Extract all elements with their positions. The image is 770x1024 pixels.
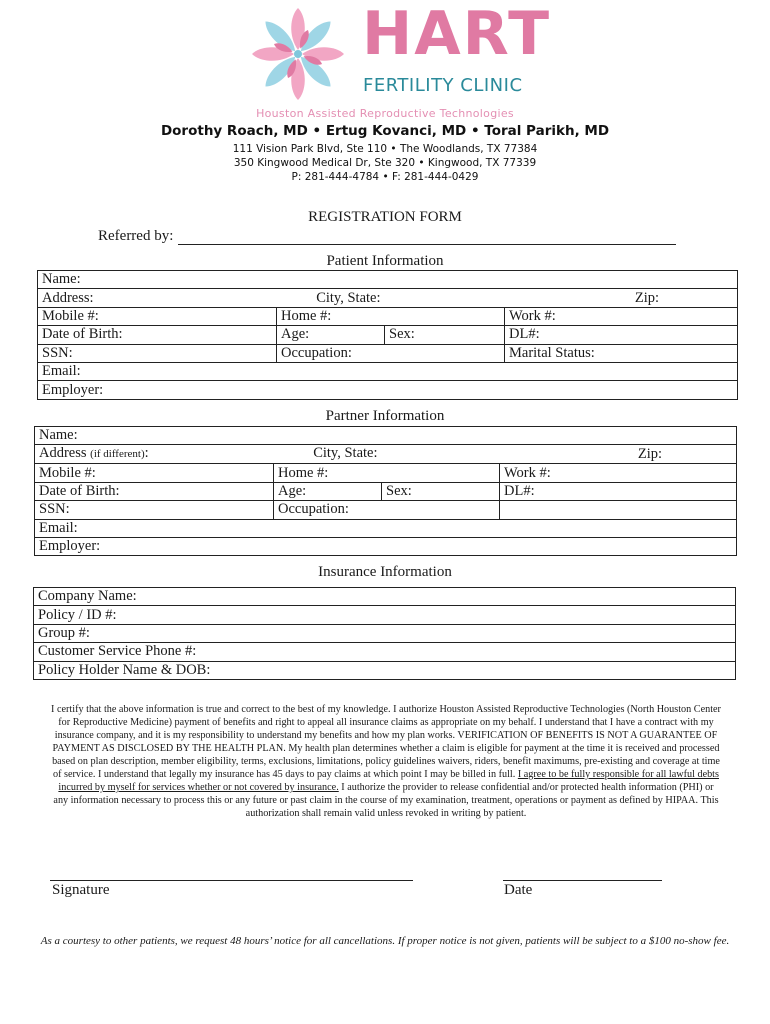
patient-dob-field[interactable]: Date of Birth: (38, 326, 277, 344)
partner-occupation-field[interactable]: Occupation: (274, 501, 500, 519)
address-line-2: 350 Kingwood Medical Dr, Ste 320 • Kingwood, TX 77339 (233, 157, 537, 169)
referred-by-label: Referred by: (98, 228, 174, 244)
insurance-section-heading: Insurance Information (318, 564, 452, 580)
partner-mobile-field[interactable]: Mobile #: (35, 464, 274, 482)
debt-agreement-text: I agree to be fully responsible for all lawful debts incurred by myself for services whether or not covered by insurance. (58, 769, 719, 793)
insurance-phone-field[interactable]: Customer Service Phone #: (34, 643, 736, 661)
referred-by-field[interactable] (178, 244, 676, 245)
date-field[interactable] (503, 880, 662, 881)
address-line-1: 111 Vision Park Blvd, Ste 110 • The Woodlands, TX 77384 (232, 143, 538, 155)
phone-line: P: 281-444-4784 • F: 281-444-0429 (291, 171, 479, 183)
partner-address-field[interactable]: Address (if different): City, State: (35, 445, 382, 464)
patient-zip-field[interactable]: Zip: (385, 289, 738, 307)
patient-sex-field[interactable]: Sex: (385, 326, 505, 344)
partner-home-field[interactable]: Home #: (274, 464, 500, 482)
patient-dl-field[interactable]: DL#: (505, 326, 738, 344)
partner-name-field[interactable]: Name: (35, 427, 737, 445)
partner-ssn-field[interactable]: SSN: (35, 501, 274, 519)
partner-sex-field[interactable]: Sex: (382, 482, 500, 500)
patient-address-field[interactable]: Address: City, State: (38, 289, 385, 307)
patient-home-field[interactable]: Home #: (277, 307, 505, 325)
partner-empty-field[interactable] (500, 501, 737, 519)
partner-employer-field[interactable]: Employer: (35, 537, 737, 555)
clinic-logo (248, 4, 348, 104)
patient-mobile-field[interactable]: Mobile #: (38, 307, 277, 325)
insurance-holder-field[interactable]: Policy Holder Name & DOB: (34, 661, 736, 679)
form-title: REGISTRATION FORM (308, 209, 462, 225)
partner-section-heading: Partner Information (325, 408, 445, 424)
flower-logo-icon (248, 4, 348, 104)
patient-ssn-field[interactable]: SSN: (38, 344, 277, 362)
brand-subtitle: FERTILITY CLINIC (363, 75, 523, 96)
patient-name-field[interactable]: Name: (38, 271, 738, 289)
insurance-policy-field[interactable]: Policy / ID #: (34, 606, 736, 624)
signature-label: Signature (52, 882, 110, 898)
insurance-company-field[interactable]: Company Name: (34, 588, 736, 606)
patient-table (37, 270, 738, 400)
partner-email-field[interactable]: Email: (35, 519, 737, 537)
insurance-group-field[interactable]: Group #: (34, 624, 736, 642)
partner-age-field[interactable]: Age: (274, 482, 382, 500)
patient-section-heading: Patient Information (326, 253, 444, 269)
brand-name: HART (362, 0, 552, 69)
signature-field[interactable] (50, 880, 413, 881)
authorization-text: I certify that the above information is true and correct to the best of my knowledge. I authorize Houston Assisted Reproductive Technologies (North Houston Center for Reproductive Medicine) payment of benefits and right to appeal all insurance claims as appropriate on my behalf. I understand that I have a contract with my insurance company, and it is my responsibility to understand my benefits and how my plan works. VERIFICATION OF BENEFITS IS NOT A GUARANTEE OF PAYMENT AS DISCLOSED BY THE HEALTH PLAN. My health plan determines whether a claim is eligible for payment at the time it is received and processed based on plan description, member eligibility, terms, exclusions, limitations, policy guidelines waivers, riders, benefit maximums, pre-existing and coverage at time of service. I understand that legally my insurance has 45 days to pay claims at which point I may be billed in full. I agree to be fully responsible for all lawful debts incurred by myself for services whether or not covered by insurance. I authorize the provider to release confidential and/or protected health information (PHI) or any information necessary to process this or any future or past claim in the course of my examination, treatment, operations or payment as defined by HIPAA. This authorization shall remain valid unless revoked in writing by patient. (51, 704, 721, 819)
partner-dob-field[interactable]: Date of Birth: (35, 482, 274, 500)
partner-zip-field[interactable]: Zip: (382, 445, 737, 464)
partner-dl-field[interactable]: DL#: (500, 482, 737, 500)
partner-table (34, 426, 737, 556)
partner-work-field[interactable]: Work #: (500, 464, 737, 482)
date-label: Date (504, 882, 533, 898)
patient-email-field[interactable]: Email: (38, 362, 738, 380)
doctors-line: Dorothy Roach, MD • Ertug Kovanci, MD • Toral Parikh, MD (160, 123, 610, 139)
cancellation-notice: As a courtesy to other patients, we request 48 hours’ notice for all cancellations. If proper notice is not given, patients will be subject to a $100 no-show fee. (40, 935, 730, 947)
patient-employer-field[interactable]: Employer: (38, 381, 738, 399)
tagline: Houston Assisted Reproductive Technologies (256, 107, 514, 120)
patient-occupation-field[interactable]: Occupation: (277, 344, 505, 362)
insurance-table (33, 587, 736, 680)
patient-age-field[interactable]: Age: (277, 326, 385, 344)
patient-work-field[interactable]: Work #: (505, 307, 738, 325)
patient-marital-field[interactable]: Marital Status: (505, 344, 738, 362)
